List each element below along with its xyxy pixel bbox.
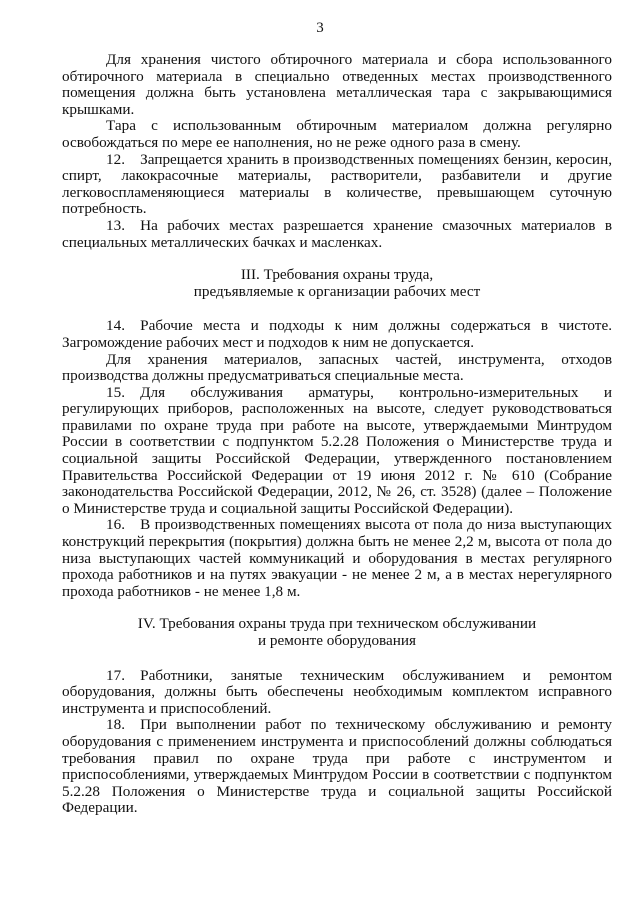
section-heading-4-line-1: IV. Требования охраны труда при техническом обслуживании [137,615,537,633]
paragraph-17: 17. Работники, занятые техническим обслуживанием и ремонтом оборудования, должны быть обеспечены необходимым комплектом исправного инструмента и приспособлений. [62,666,612,717]
paragraph-storage-places: Для хранения материалов, запасных частей, инструмента, отходов производства должны предусматриваться специальные места. [62,350,612,385]
paragraph-storage-container: Для хранения чистого обтирочного материала и сбора использованного обтирочного материала в специально отведенных местах производственного помещения должна быть установлена металлическая тара с закрывающимися крышками. [62,51,612,118]
page-number: 3 [316,20,324,36]
paragraph-18: 18. При выполнении работ по техническому обслуживанию и ремонту оборудования с применением инструмента и приспособлений должны соблюдаться требования правил по охране труда при работе с инструментом и приспособлениями, утверждаемых Минтрудом России в соответствии с подпунктом 5.2.28 Положения о Министерстве труда и социальной защиты Российской Федерации. [62,716,612,817]
paragraph-13: 13. На рабочих местах разрешается хранение смазочных материалов в специальных металлических бачках и масленках. [62,216,612,251]
section-heading-3-line-1: III. Требования охраны труда, [240,266,434,284]
section-heading-3-line-2: предъявляемые к организации рабочих мест [193,282,481,300]
section-heading-3 [62,267,612,300]
document-body [62,52,612,817]
paragraph-14: 14. Рабочие места и подходы к ним должны содержаться в чистоте. Загромождение рабочих мест и подходов к ним не допускается. [62,317,612,351]
paragraph-15: 15. Для обслуживания арматуры, контрольно-измерительных и регулирующих приборов, расположенных на высоте, следует руководствоваться правилами по охране труда при работе на высоте, утверждаемыми Минтрудом России в соответствии с подпунктом 5.2.28 Положения о Министерстве труда и социальной защиты Российской Федерации, утвержденного постановлением Правительства Российской Федерации от 19 июня 2012 г. № 610 (Собрание законодательства Российской Федерации, 2012, № 26, ст. 3528) (далее – Положение о Министерстве труда и социальной защиты Российской Федерации). [62,383,612,517]
section-heading-4-line-2: и ремонте оборудования [258,632,416,649]
paragraph-container-emptying: Тара с использованным обтирочным материалом должна регулярно освобождаться по мере ее наполнения, но не реже одного раза в смену. [62,117,612,151]
section-heading-4 [62,616,612,649]
paragraph-16: 16. В производственных помещениях высота от пола до низа выступающих конструкций перекрытия (покрытия) должна быть не менее 2,2 м, высота от пола до низа выступающих частей коммуникаций и оборудования в местах регулярного прохода работников и на путях эвакуации - не менее 2 м, а в местах нерегулярного прохода работников - не менее 1,8 м. [62,516,612,600]
paragraph-12: 12. Запрещается хранить в производственных помещениях бензин, керосин, спирт, лакокрасочные материалы, растворители, разбавители и другие легковоспламеняющиеся материалы в количестве, превышающем суточную потребность. [62,150,612,218]
